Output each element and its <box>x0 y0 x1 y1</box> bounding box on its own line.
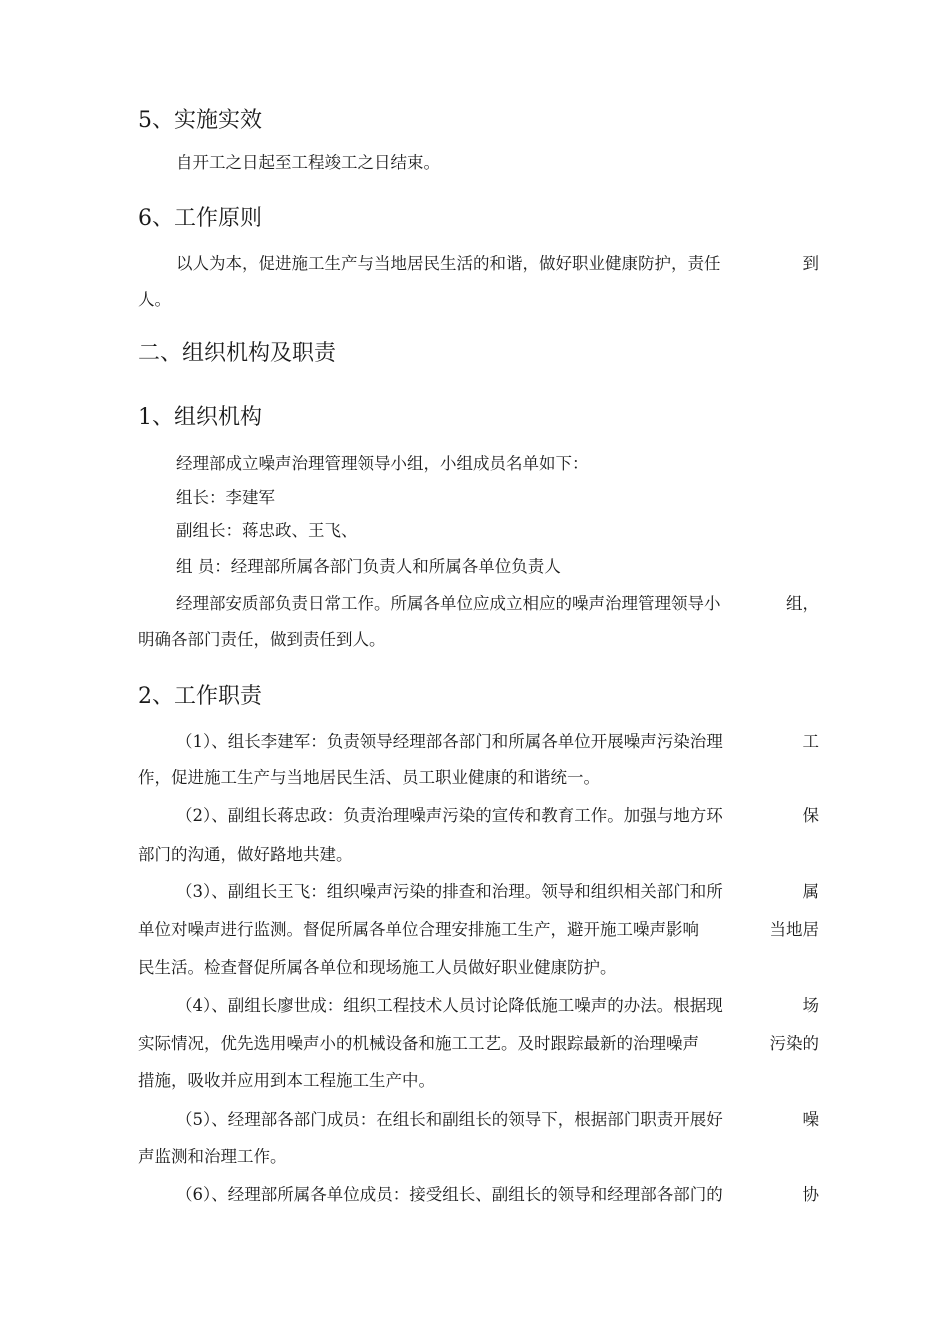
text-segment: 场 <box>802 996 819 1015</box>
duty-4-line-2 <box>138 1032 819 1056</box>
duty-2-line-1 <box>176 804 819 828</box>
duty-4-line-3: 措施，吸收并应用到本工程施工生产中。 <box>138 1071 435 1090</box>
duty-5-line-2: 声监测和治理工作。 <box>138 1147 287 1166</box>
text-segment: 保 <box>802 806 819 825</box>
text-segment: （2）、副组长蒋忠政：负责治理噪声污染的宣传和教育工作。加强与地方环 <box>176 806 723 825</box>
section-1-deputy: 副组长：蒋忠政、王飞、 <box>176 521 358 540</box>
section-5-heading: 5、实施实效 <box>138 108 262 133</box>
text-segment: 噪 <box>802 1110 819 1129</box>
duty-5-line-1 <box>176 1108 819 1132</box>
text-segment: 经理部安质部负责日常工作。所属各单位应成立相应的噪声治理管理领导小 <box>176 594 721 613</box>
text-segment: 单位对噪声进行监测。督促所属各单位合理安排施工生产，避开施工噪声影响 <box>138 920 699 939</box>
part-2-heading: 二、组织机构及职责 <box>138 341 337 366</box>
text-segment: 到 <box>802 254 819 273</box>
text-segment: （5）、经理部各部门成员：在组长和副组长的领导下，根据部门职责开展好 <box>176 1110 723 1129</box>
duty-3-line-3: 民生活。检查督促所属各单位和现场施工人员做好职业健康防护。 <box>138 958 617 977</box>
text-segment: （1）、组长李建军：负责领导经理部各部门和所属各单位开展噪声污染治理 <box>176 732 723 751</box>
section-2-heading: 2、工作职责 <box>138 684 262 709</box>
section-6-body-line-2: 人。 <box>138 290 171 309</box>
section-1-note-line-1 <box>176 592 819 616</box>
text-segment: 实际情况，优先选用噪声小的机械设备和施工工艺。及时跟踪最新的治理噪声 <box>138 1034 699 1053</box>
section-1-note-line-2: 明确各部门责任，做到责任到人。 <box>138 630 386 649</box>
duty-1-line-2: 作，促进施工生产与当地居民生活、员工职业健康的和谐统一。 <box>138 768 600 787</box>
duty-6-line-1 <box>176 1183 819 1207</box>
duty-2-line-2: 部门的沟通，做好路地共建。 <box>138 845 353 864</box>
section-1-intro: 经理部成立噪声治理管理领导小组，小组成员名单如下： <box>176 454 589 473</box>
text-segment: 组， <box>786 594 819 613</box>
section-6-heading: 6、工作原则 <box>138 206 262 231</box>
text-segment: 当地居 <box>769 920 819 939</box>
text-segment: （4）、副组长廖世成：组织工程技术人员讨论降低施工噪声的办法。根据现 <box>176 996 723 1015</box>
duty-1-line-1 <box>176 730 819 754</box>
section-1-leader: 组长：李建军 <box>176 488 275 507</box>
text-segment: 污染的 <box>769 1034 819 1053</box>
section-1-members: 组 员：经理部所属各部门负责人和所属各单位负责人 <box>176 557 561 576</box>
duty-3-line-2 <box>138 918 819 942</box>
text-segment: 协 <box>802 1185 819 1204</box>
section-6-body-line-1 <box>176 252 819 276</box>
text-segment: 以人为本，促进施工生产与当地居民生活的和谐，做好职业健康防护，责任 <box>176 254 721 273</box>
duty-3-line-1 <box>176 880 819 904</box>
text-segment: 属 <box>802 882 819 901</box>
text-segment: （6）、经理部所属各单位成员：接受组长、副组长的领导和经理部各部门的 <box>176 1185 723 1204</box>
duty-4-line-1 <box>176 994 819 1018</box>
section-1-heading: 1、组织机构 <box>138 405 262 430</box>
text-segment: 工 <box>802 732 819 751</box>
section-5-body: 自开工之日起至工程竣工之日结束。 <box>176 153 440 172</box>
text-segment: （3）、副组长王飞：组织噪声污染的排查和治理。领导和组织相关部门和所 <box>176 882 723 901</box>
